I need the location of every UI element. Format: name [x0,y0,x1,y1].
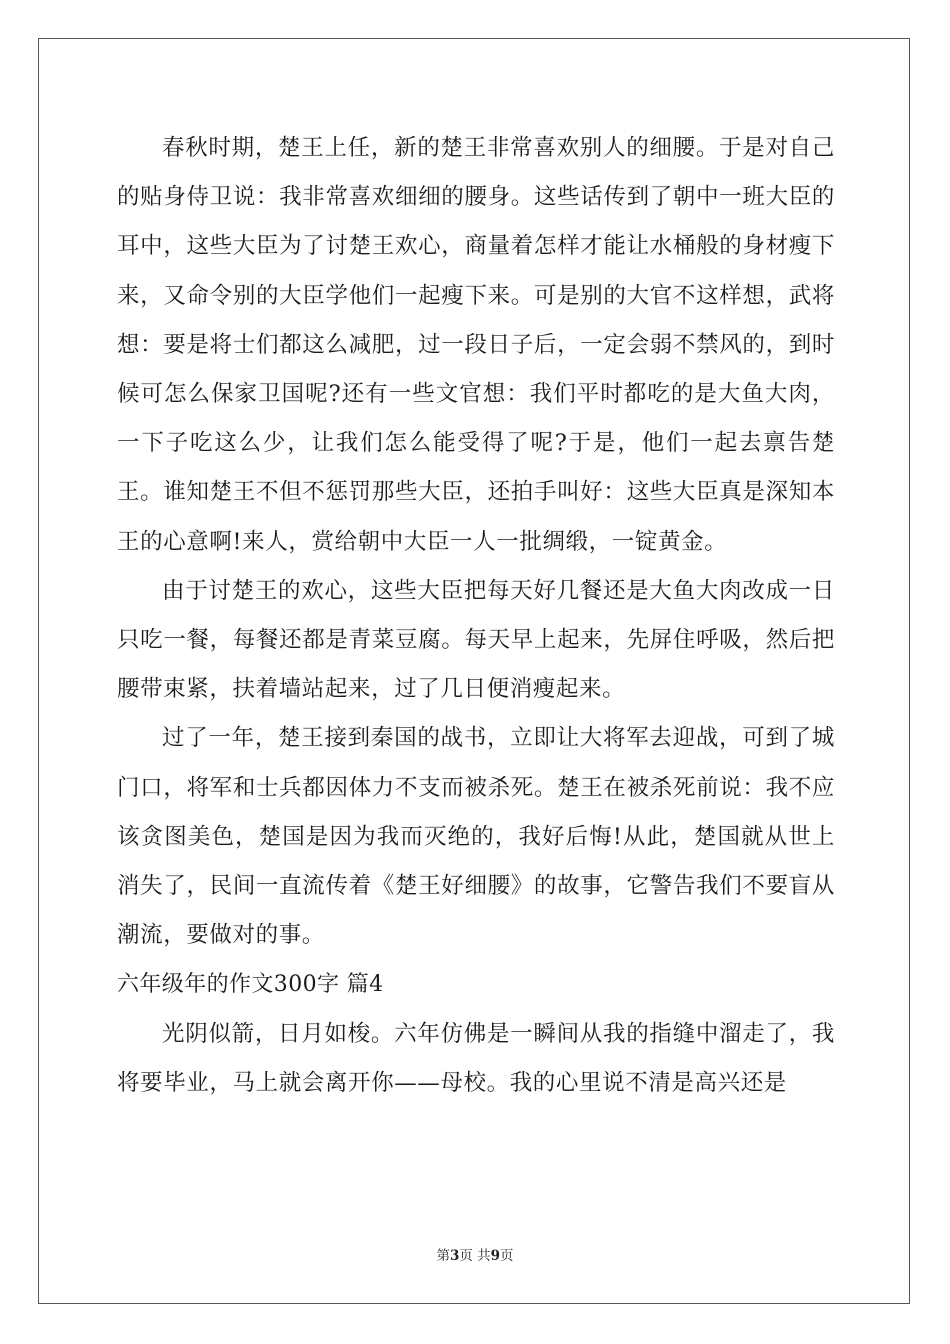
page-prefix: 第 [436,1248,450,1264]
paragraph-3: 过了一年，楚王接到秦国的战书，立即让大将军去迎战，可到了城门口，将军和士兵都因体力不支而被杀死。楚王在被杀死前说：我不应该贪图美色，楚国是因为我而灭绝的，我好后悔!从此，楚国就从世上消失了，民间一直流传着《楚王好细腰》的故事，它警告我们不要盲从潮流，要做对的事。 [117,725,835,949]
page-suffix: 页 [500,1248,514,1264]
document-body [117,124,835,1108]
page-footer [0,1244,950,1264]
paragraph-1: 春秋时期，楚王上任，新的楚王非常喜欢别人的细腰。于是对自己的贴身侍卫说：我非常喜欢细细的腰身。这些话传到了朝中一班大臣的耳中，这些大臣为了讨楚王欢心，商量着怎样才能让水桶般的身材瘦下来，又命令别的大臣学他们一起瘦下来。可是别的大官不这样想，武将想：要是将士们都这么减肥，过一段日子后，一定会弱不禁风的，到时候可怎么保家卫国呢?还有一些文官想：我们平时都吃的是大鱼大肉，一下子吃这么少，让我们怎么能受得了呢?于是，他们一起去禀告楚王。谁知楚王不但不惩罚那些大臣，还拍手叫好：这些大臣真是深知本王的心意啊!来人，赏给朝中大臣一人一批绸缎，一锭黄金。 [117,135,835,555]
section-heading: 六年级年的作文300字 篇4 [117,972,384,998]
page-current: 3 [449,1248,460,1264]
page-mid: 页 共 [459,1248,491,1264]
paragraph-2: 由于讨楚王的欢心，这些大臣把每天好几餐还是大鱼大肉改成一日只吃一餐，每餐还都是青菜豆腐。每天早上起来，先屏住呼吸，然后把腰带束紧，扶着墙站起来，过了几日便消瘦起来。 [117,577,835,703]
page-total: 9 [490,1248,501,1264]
paragraph-4: 光阴似箭，日月如梭。六年仿佛是一瞬间从我的指缝中溜走了，我将要毕业，马上就会离开你——母校。我的心里说不清是高兴还是 [117,1020,835,1096]
